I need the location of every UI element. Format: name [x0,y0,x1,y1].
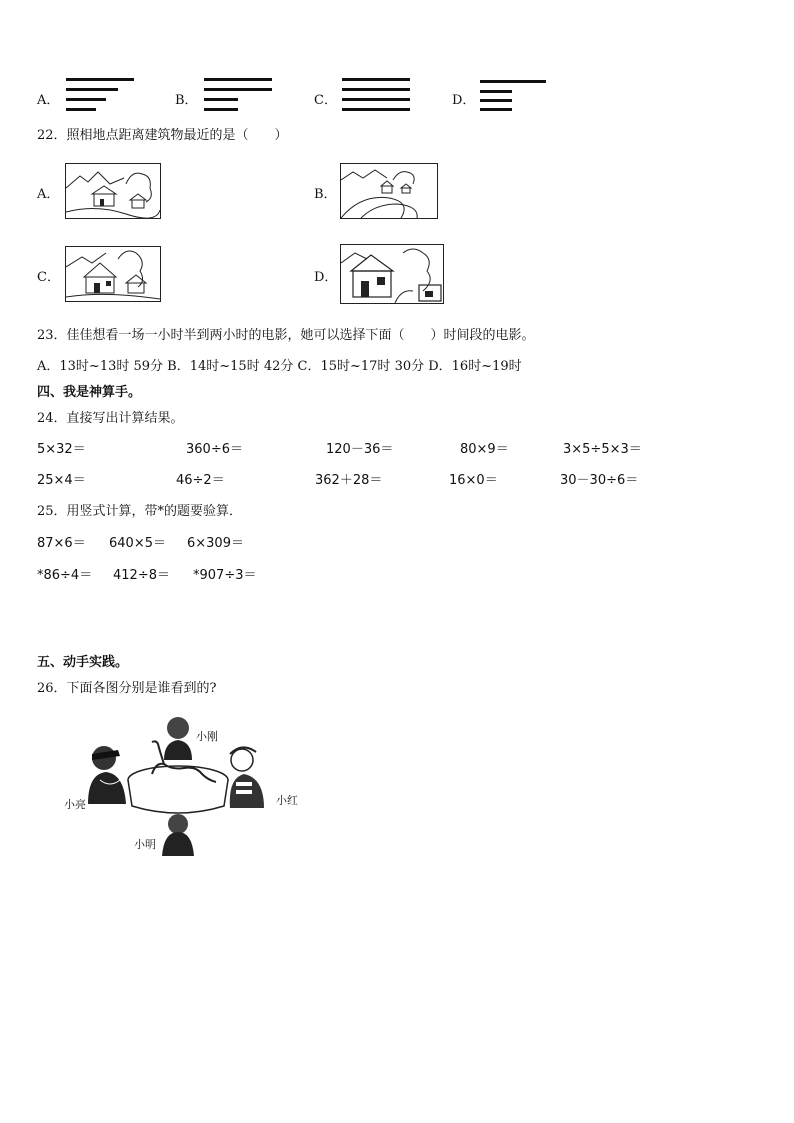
q24-question: 24．直接写出计算结果。 [37,411,184,426]
q23-question: 23．佳佳想看一场一小时半到两小时的电影，她可以选择下面（ ）时间段的电影。 [37,328,535,343]
q22-option-b-photo [340,163,438,219]
q21-option-c-letter: C． [314,93,337,108]
q22-option-d-letter: D． [314,270,338,285]
q24-item-5: 3×5÷5×3＝ [563,442,642,457]
q25-question: 25．用竖式计算，带*的题要验算． [37,504,243,519]
q26-question: 26．下面各图分别是谁看到的? [37,681,217,696]
q26-label-xiaoming: 小明 [134,838,156,851]
q25-item-2: 640×5＝ [109,536,166,551]
q24-item-6: 25×4＝ [37,473,86,488]
q25-item-4: *86÷4＝ [37,568,93,583]
section-4-title: 四、我是神算手。 [37,385,142,400]
q26-label-xiaoliang: 小亮 [64,798,86,811]
q25-item-5: 412÷8＝ [113,568,170,583]
q24-item-8: 362＋28＝ [315,473,383,488]
q24-item-9: 16×0＝ [449,473,498,488]
q24-item-2: 360÷6＝ [186,442,243,457]
q22-option-a-letter: A． [37,187,60,202]
q25-item-6: *907÷3＝ [193,568,257,583]
q24-item-3: 120－36＝ [326,442,394,457]
q24-item-4: 80×9＝ [460,442,509,457]
q21-option-d-figure [480,80,552,112]
q25-item-3: 6×309＝ [187,536,244,551]
q24-item-7: 46÷2＝ [176,473,225,488]
q22-option-a-photo [65,163,161,219]
q22-option-c-photo [65,246,161,302]
q21-option-b-letter: B． [175,93,198,108]
q26-illustration [60,708,310,858]
section-5-title: 五、动手实践。 [37,655,129,670]
q22-question: 22．照相地点距离建筑物最近的是（ ） [37,128,288,143]
q21-option-c-figure [342,78,414,112]
q22-option-d-photo [340,244,444,304]
q22-option-b-letter: B． [314,187,337,202]
q25-item-1: 87×6＝ [37,536,86,551]
q24-item-1: 5×32＝ [37,442,86,457]
q26-label-xiaogang: 小刚 [196,730,218,743]
q22-option-c-letter: C． [37,270,60,285]
q24-item-10: 30－30÷6＝ [560,473,639,488]
q21-option-d-letter: D． [452,93,476,108]
q23-options: A．13时~13时 59分 B．14时~15时 42分 C．15时~17时 30分 D．16时~19时 [37,359,522,374]
q21-option-b-figure [204,78,276,112]
q21-option-a-letter: A． [37,93,60,108]
q26-label-xiaohong: 小红 [276,794,298,807]
q21-option-a-figure [66,78,138,112]
